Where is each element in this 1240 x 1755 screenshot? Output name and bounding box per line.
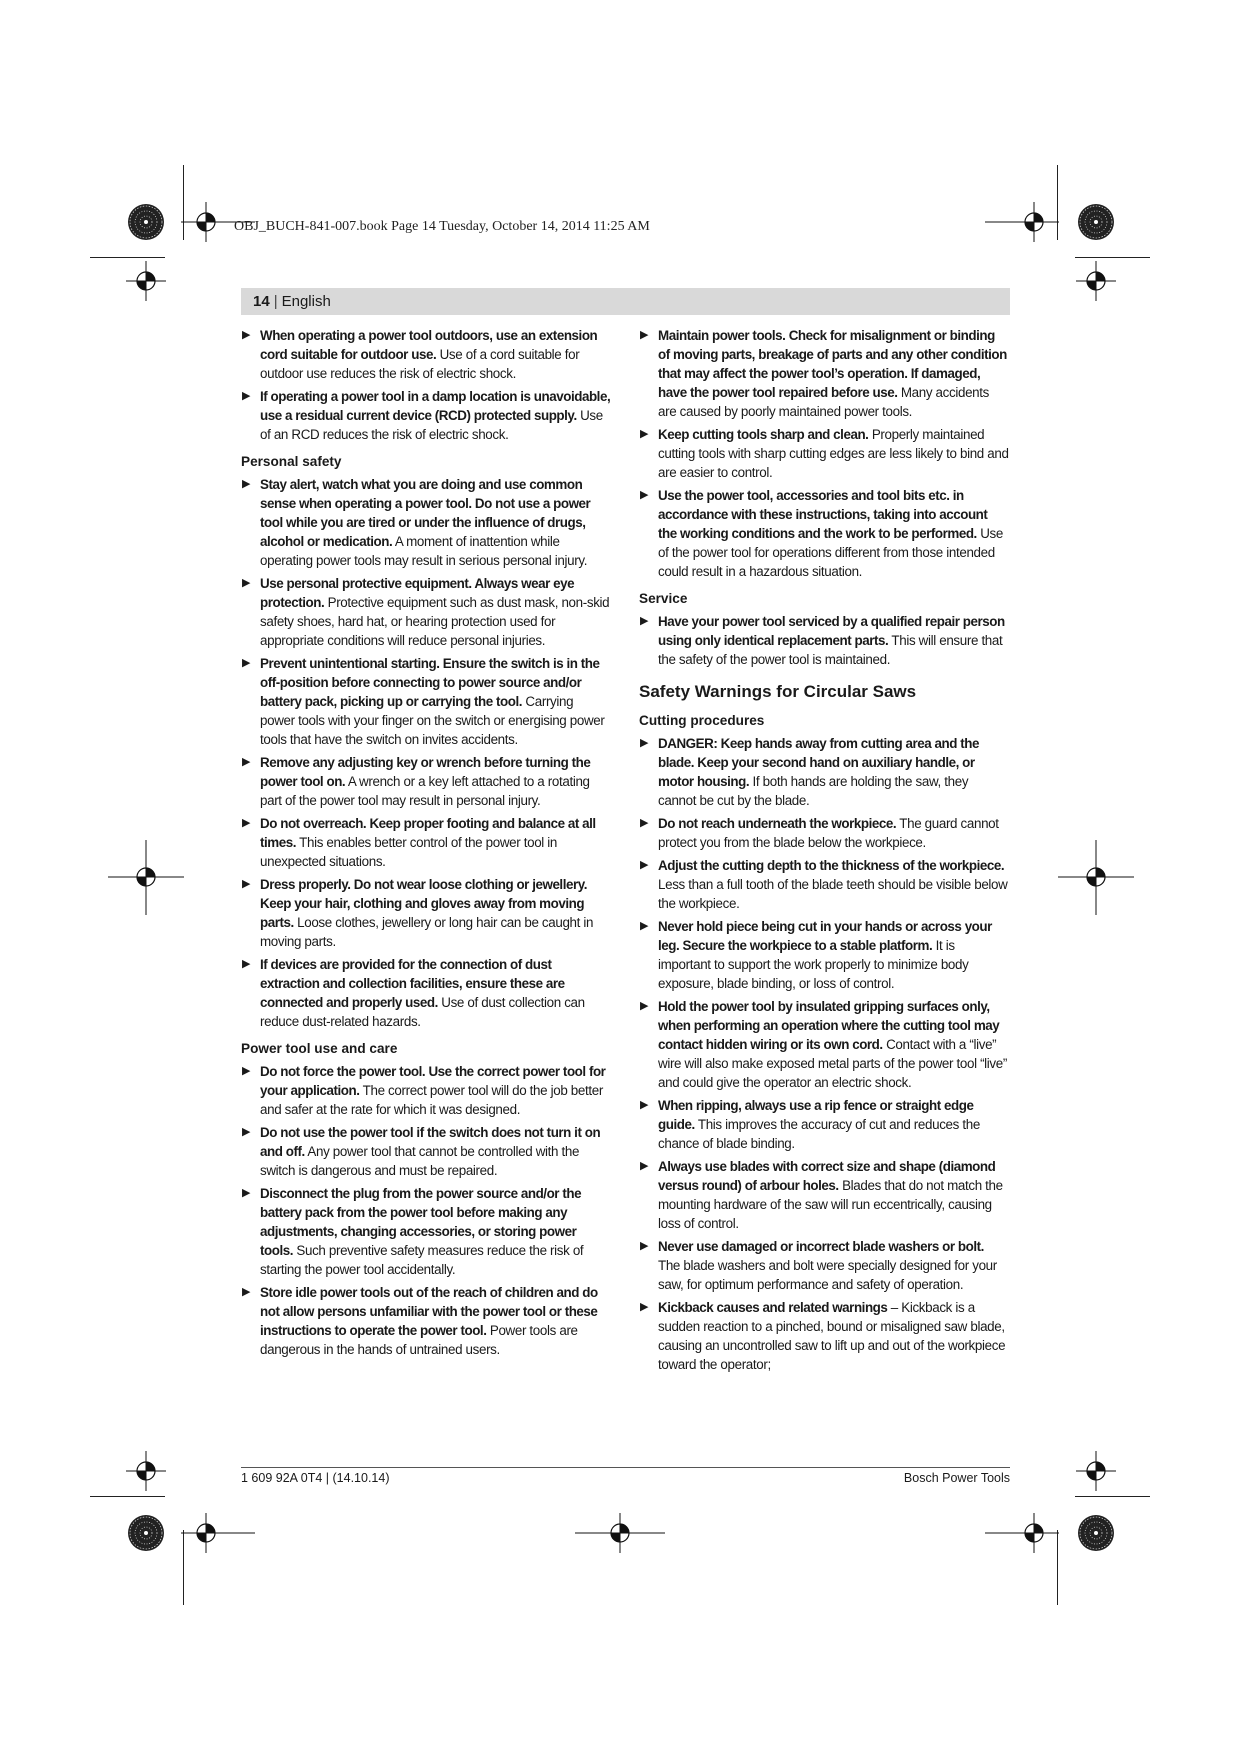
safety-item — [639, 425, 1009, 482]
page-number: 14 — [253, 293, 270, 310]
item-body-text: It is important to support the work properly to minimize body exposure, blade binding, or loss of control. — [658, 938, 969, 991]
item-bold-text: Store idle power tools out of the reach of children and do not allow persons unfamiliar with the power tool or these instructions to operate the power tool. — [260, 1285, 598, 1338]
item-body-text: This will ensure that the safety of the power tool is maintained. — [658, 633, 1003, 667]
item-bold-text: Adjust the cutting depth to the thickness of the workpiece. — [658, 858, 1005, 873]
item-bold-text: Disconnect the plug from the power source and/or the battery pack from the power tool before making any adjustments, changing accessories, or storing power tools. — [260, 1186, 582, 1258]
safety-item — [639, 612, 1009, 669]
right-column — [639, 326, 1009, 1378]
reg-left-upper — [126, 261, 166, 301]
item-body-text: Use of the power tool for operations different from those intended could result in a hazardous situation. — [658, 526, 1003, 579]
section-title: Safety Warnings for Circular Saws — [639, 682, 917, 701]
subsection-heading: Cutting procedures — [639, 713, 765, 728]
item-bold-text: When ripping, always use a rip fence or straight edge guide. — [658, 1098, 974, 1132]
item-body-text: Less than a full tooth of the blade teeth should be visible below the workpiece. — [658, 877, 1008, 911]
safety-item — [241, 814, 611, 871]
safety-item — [639, 1096, 1009, 1153]
item-bold-text: Do not reach underneath the workpiece. — [658, 816, 897, 831]
safety-item — [639, 486, 1009, 581]
safety-item — [639, 856, 1009, 913]
item-bold-text: Do not force the power tool. Use the correct power tool for your application. — [260, 1064, 606, 1098]
file-slug-line: OBJ_BUCH-841-007.book Page 14 Tuesday, October 14, 2014 11:25 AM — [234, 219, 650, 234]
reg-left-lower — [126, 1451, 166, 1491]
item-body-text: Use of dust collection can reduce dust-related hazards. — [260, 995, 585, 1029]
bullet-triangle-icon: ▶ — [242, 577, 251, 589]
bullet-triangle-icon: ▶ — [640, 1160, 649, 1172]
item-bold-text: Prevent unintentional starting. Ensure the switch is in the off-position before connecting to power source and/or battery pack, picking up or carrying the tool. — [260, 656, 600, 709]
color-target-bottom-left — [128, 1515, 164, 1551]
footer-rule — [241, 1467, 1010, 1468]
item-bold-text: Have your power tool serviced by a qualified repair person using only identical replacement parts. — [658, 614, 1005, 648]
subsection-heading: Power tool use and care — [241, 1041, 398, 1056]
safety-item — [241, 1062, 611, 1119]
bullet-triangle-icon: ▶ — [640, 859, 649, 871]
bullet-triangle-icon: ▶ — [242, 1187, 251, 1199]
item-body-text: Properly maintained cutting tools with sharp cutting edges are less likely to bind and are easier to control. — [658, 427, 1009, 480]
item-bold-text: Dress properly. Do not wear loose clothing or jewellery. Keep your hair, clothing and gloves away from moving parts. — [260, 877, 588, 930]
safety-item — [241, 875, 611, 951]
bullet-triangle-icon: ▶ — [242, 657, 251, 669]
item-body-text: The correct power tool will do the job better and safer at the rate for which it was designed. — [260, 1083, 603, 1117]
header-language: English — [281, 293, 331, 310]
item-bold-text: Do not use the power tool if the switch does not turn it on and off. — [260, 1125, 601, 1159]
item-body-text: – Kickback is a sudden reaction to a pinched, bound or misaligned saw blade, causing an uncontrolled saw to lift up and out of the workpiece toward the operator; — [658, 1300, 1006, 1372]
footer-doc-number: 1 609 92A 0T4 | (14.10.14) — [241, 1471, 390, 1485]
item-body-text: This improves the accuracy of cut and reduces the chance of blade binding. — [658, 1117, 980, 1151]
safety-item — [241, 1184, 611, 1279]
item-bold-text: Kickback causes and related warnings — [658, 1300, 888, 1315]
item-body-text: The blade washers and bolt were specially designed for your saw, for optimum performance and safety of operation. — [658, 1258, 997, 1292]
item-body-text: Protective equipment such as dust mask, non-skid safety shoes, hard hat, or hearing protection used for appropriate conditions will reduce personal injuries. — [260, 595, 610, 648]
safety-item — [639, 1298, 1009, 1374]
reg-right-upper — [1076, 261, 1116, 301]
item-bold-text: If operating a power tool in a damp location is unavoidable, use a residual current device (RCD) protected supply. — [260, 389, 611, 423]
safety-item — [241, 753, 611, 810]
item-bold-text: Use the power tool, accessories and tool bits etc. in accordance with these instructions, taking into account the working conditions and the work to be performed. — [658, 488, 988, 541]
item-bold-text: Maintain power tools. Check for misalignment or binding of moving parts, breakage of parts and any other condition that may affect the power tool’s operation. If damaged, have the power tool repaired before use. — [658, 328, 1007, 400]
item-bold-text: Do not overreach. Keep proper footing and balance at all times. — [260, 816, 596, 850]
safety-item — [241, 1123, 611, 1180]
bullet-triangle-icon: ▶ — [242, 958, 251, 970]
safety-item — [639, 814, 1009, 852]
color-target-bottom-right — [1078, 1515, 1114, 1551]
safety-item — [639, 734, 1009, 810]
reg-right-lower — [1076, 1451, 1116, 1491]
item-bold-text: Never use damaged or incorrect blade washers or bolt. — [658, 1239, 984, 1254]
bullet-triangle-icon: ▶ — [242, 1065, 251, 1077]
color-target-top-left — [128, 204, 164, 240]
item-bold-text: Stay alert, watch what you are doing and use common sense when operating a power tool. Do not use a power tool while you are tired or under the influence of drugs, alcohol or medication. — [260, 477, 591, 549]
subsection-heading: Personal safety — [241, 454, 342, 469]
bullet-triangle-icon: ▶ — [242, 817, 251, 829]
item-bold-text: Remove any adjusting key or wrench before turning the power tool on. — [260, 755, 591, 789]
bullet-triangle-icon: ▶ — [640, 428, 649, 440]
bullet-triangle-icon: ▶ — [640, 1099, 649, 1111]
bullet-triangle-icon: ▶ — [640, 1000, 649, 1012]
safety-item — [639, 1157, 1009, 1233]
footer-brand: Bosch Power Tools — [903, 1471, 1010, 1485]
bullet-triangle-icon: ▶ — [640, 920, 649, 932]
safety-item — [639, 917, 1009, 993]
safety-item — [639, 1237, 1009, 1294]
item-body-text: The guard cannot protect you from the blade below the workpiece. — [658, 816, 999, 850]
item-body-text: This enables better control of the power tool in unexpected situations. — [260, 835, 558, 869]
bullet-triangle-icon: ▶ — [640, 615, 649, 627]
item-body-text: A wrench or a key left attached to a rotating part of the power tool may result in personal injury. — [260, 774, 590, 808]
bullet-triangle-icon: ▶ — [640, 329, 649, 341]
item-body-text: Loose clothes, jewellery or long hair can be caught in moving parts. — [260, 915, 594, 949]
safety-item — [639, 326, 1009, 421]
item-body-text: A moment of inattention while operating power tools may result in serious personal injury. — [260, 534, 588, 568]
bullet-triangle-icon: ▶ — [640, 737, 649, 749]
bullet-triangle-icon: ▶ — [242, 1286, 251, 1298]
bullet-triangle-icon: ▶ — [242, 756, 251, 768]
subsection-heading: Service — [639, 591, 688, 606]
bullet-triangle-icon: ▶ — [640, 1301, 649, 1313]
item-body-text: Any power tool that cannot be controlled with the switch is dangerous and must be repaired. — [260, 1144, 580, 1178]
safety-item — [241, 1283, 611, 1359]
safety-item — [241, 326, 611, 383]
bullet-triangle-icon: ▶ — [242, 878, 251, 890]
item-body-text: Such preventive safety measures reduce the risk of starting the power tool accidentally. — [260, 1243, 584, 1277]
color-target-top-right — [1078, 204, 1114, 240]
item-body-text: Carrying power tools with your finger on the switch or energising power tools that have the switch on invites accidents. — [260, 694, 605, 747]
item-body-text: Power tools are dangerous in the hands of untrained users. — [260, 1323, 578, 1357]
bullet-triangle-icon: ▶ — [640, 817, 649, 829]
item-bold-text: Hold the power tool by insulated gripping surfaces only, when performing an operation where the cutting tool may contact hidden wiring or its own cord. — [658, 999, 1000, 1052]
item-bold-text: If devices are provided for the connection of dust extraction and collection facilities, ensure these are connected and properly used. — [260, 957, 565, 1010]
item-bold-text: DANGER: Keep hands away from cutting area and the blade. Keep your second hand on auxiliary handle, or motor housing. — [658, 736, 979, 789]
item-bold-text: Use personal protective equipment. Always wear eye protection. — [260, 576, 575, 610]
item-body-text: Use of a cord suitable for outdoor use reduces the risk of electric shock. — [260, 347, 580, 381]
safety-item — [639, 997, 1009, 1092]
bullet-triangle-icon: ▶ — [242, 390, 251, 402]
header-separator: | — [273, 293, 278, 310]
item-body-text: Contact with a “live” wire will also make exposed metal parts of the power tool “live” and could give the operator an electric shock. — [658, 1037, 1007, 1090]
safety-item — [241, 475, 611, 570]
bullet-triangle-icon: ▶ — [640, 489, 649, 501]
safety-item — [241, 955, 611, 1031]
bullet-triangle-icon: ▶ — [242, 329, 251, 341]
bullet-triangle-icon: ▶ — [640, 1240, 649, 1252]
safety-item — [241, 574, 611, 650]
left-column — [241, 326, 611, 1363]
item-body-text: Blades that do not match the mounting hardware of the saw will run eccentrically, causing loss of control. — [658, 1178, 1003, 1231]
item-body-text: Use of an RCD reduces the risk of electric shock. — [260, 408, 603, 442]
item-bold-text: When operating a power tool outdoors, use an extension cord suitable for outdoor use. — [260, 328, 598, 362]
item-bold-text: Always use blades with correct size and shape (diamond versus round) of arbour holes. — [658, 1159, 996, 1193]
page-header — [241, 288, 1010, 315]
item-bold-text: Keep cutting tools sharp and clean. — [658, 427, 869, 442]
safety-item — [241, 387, 611, 444]
item-bold-text: Never hold piece being cut in your hands or across your leg. Secure the workpiece to a stable platform. — [658, 919, 992, 953]
safety-item — [241, 654, 611, 749]
item-body-text: Many accidents are caused by poorly maintained power tools. — [658, 385, 989, 419]
item-body-text: If both hands are holding the saw, they cannot be cut by the blade. — [658, 774, 969, 808]
bullet-triangle-icon: ▶ — [242, 478, 251, 490]
bullet-triangle-icon: ▶ — [242, 1126, 251, 1138]
